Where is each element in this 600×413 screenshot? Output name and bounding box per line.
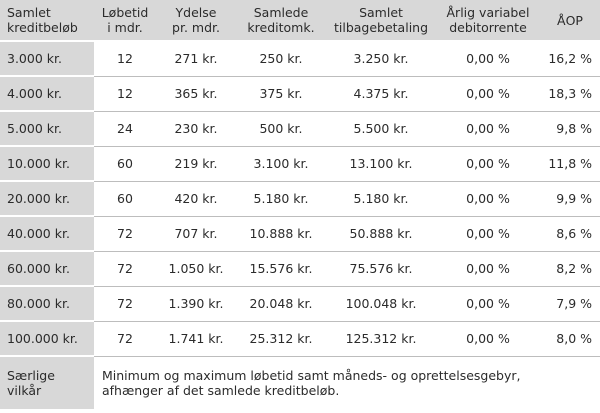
cell-aop: 8,0 % (540, 321, 600, 356)
cell-cost: 500 kr. (236, 111, 326, 146)
cell-payment: 219 kr. (156, 146, 236, 181)
cell-payment: 365 kr. (156, 76, 236, 111)
cell-total: 50.888 kr. (326, 216, 436, 251)
table-row (0, 286, 600, 321)
cell-rate: 0,00 % (436, 76, 540, 111)
cell-amount: 4.000 kr. (0, 76, 94, 111)
cell-amount: 5.000 kr. (0, 111, 94, 146)
cell-term: 72 (94, 216, 156, 251)
header-total-credit: Samlet kreditbeløb (0, 0, 94, 41)
cell-rate: 0,00 % (436, 286, 540, 321)
cell-payment: 1.390 kr. (156, 286, 236, 321)
header-interest-rate: Årlig variabel debitorrente (436, 0, 540, 41)
cell-term: 72 (94, 251, 156, 286)
cell-cost: 10.888 kr. (236, 216, 326, 251)
cell-cost: 5.180 kr. (236, 181, 326, 216)
cell-amount: 60.000 kr. (0, 251, 94, 286)
cell-total: 5.500 kr. (326, 111, 436, 146)
cell-aop: 7,9 % (540, 286, 600, 321)
cell-term: 24 (94, 111, 156, 146)
cell-payment: 420 kr. (156, 181, 236, 216)
table-row (0, 76, 600, 111)
special-terms-label: Særlige vilkår (0, 356, 94, 409)
cell-total: 4.375 kr. (326, 76, 436, 111)
cell-aop: 18,3 % (540, 76, 600, 111)
header-monthly-payment: Ydelse pr. mdr. (156, 0, 236, 41)
cell-term: 72 (94, 321, 156, 356)
cell-payment: 230 kr. (156, 111, 236, 146)
table-row (0, 251, 600, 286)
cell-rate: 0,00 % (436, 41, 540, 76)
cell-total: 125.312 kr. (326, 321, 436, 356)
cell-term: 72 (94, 286, 156, 321)
cell-payment: 1.741 kr. (156, 321, 236, 356)
special-terms-note: Minimum og maximum løbetid samt måneds- og oprettelsesgebyr, afhænger af det samlede kreditbeløb. (102, 367, 521, 398)
cell-total: 100.048 kr. (326, 286, 436, 321)
cell-cost: 375 kr. (236, 76, 326, 111)
table-row (0, 216, 600, 251)
header-credit-cost: Samlede kreditomk. (236, 0, 326, 41)
cell-rate: 0,00 % (436, 251, 540, 286)
cell-aop: 8,2 % (540, 251, 600, 286)
cell-payment: 707 kr. (156, 216, 236, 251)
table-row (0, 41, 600, 76)
cell-cost: 20.048 kr. (236, 286, 326, 321)
cell-aop: 8,6 % (540, 216, 600, 251)
cell-aop: 11,8 % (540, 146, 600, 181)
cell-rate: 0,00 % (436, 181, 540, 216)
cell-term: 12 (94, 76, 156, 111)
header-term: Løbetid i mdr. (94, 0, 156, 41)
table-row (0, 111, 600, 146)
cell-aop: 9,8 % (540, 111, 600, 146)
header-aop: ÅOP (540, 0, 600, 41)
cell-amount: 80.000 kr. (0, 286, 94, 321)
table-row (0, 321, 600, 356)
table-row (0, 181, 600, 216)
cell-rate: 0,00 % (436, 321, 540, 356)
cell-cost: 250 kr. (236, 41, 326, 76)
table-header-row (0, 0, 600, 41)
cell-amount: 100.000 kr. (0, 321, 94, 356)
cell-term: 12 (94, 41, 156, 76)
cell-cost: 25.312 kr. (236, 321, 326, 356)
cell-amount: 3.000 kr. (0, 41, 94, 76)
cell-amount: 10.000 kr. (0, 146, 94, 181)
cell-cost: 15.576 kr. (236, 251, 326, 286)
header-total-repayment: Samlet tilbagebetaling (326, 0, 436, 41)
cell-rate: 0,00 % (436, 111, 540, 146)
cell-total: 5.180 kr. (326, 181, 436, 216)
cell-rate: 0,00 % (436, 146, 540, 181)
cell-payment: 1.050 kr. (156, 251, 236, 286)
table-row (0, 146, 600, 181)
cell-aop: 9,9 % (540, 181, 600, 216)
cell-term: 60 (94, 181, 156, 216)
special-terms-row (0, 356, 600, 409)
cell-amount: 40.000 kr. (0, 216, 94, 251)
cell-term: 60 (94, 146, 156, 181)
cell-cost: 3.100 kr. (236, 146, 326, 181)
cell-aop: 16,2 % (540, 41, 600, 76)
cell-total: 13.100 kr. (326, 146, 436, 181)
cell-total: 75.576 kr. (326, 251, 436, 286)
cell-total: 3.250 kr. (326, 41, 436, 76)
cell-amount: 20.000 kr. (0, 181, 94, 216)
cell-rate: 0,00 % (436, 216, 540, 251)
cell-payment: 271 kr. (156, 41, 236, 76)
